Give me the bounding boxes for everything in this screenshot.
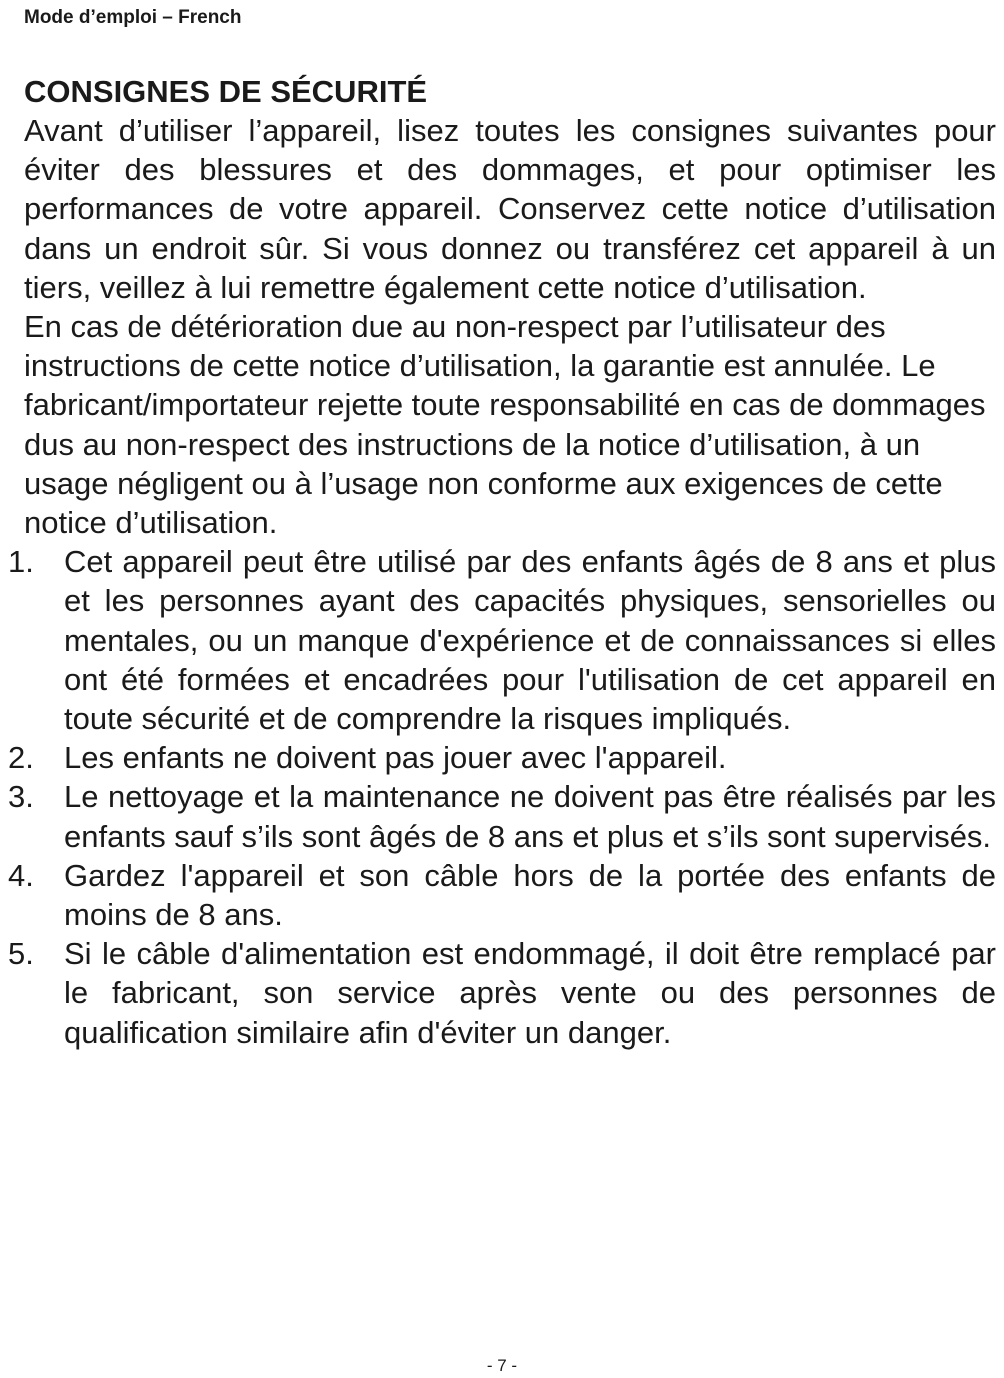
list-item: [8, 738, 996, 777]
safety-instructions-list: [8, 542, 996, 1052]
warranty-paragraph: En cas de détérioration due au non-respect par l’utilisateur des instructions de cette notice d’utilisation, la garantie est annulée. Le fabricant/importateur rejette toute responsabilité en cas de dommages dus au non-respect des instructions de la notice d’utilisation, à un usage négligent ou à l’usage non conforme aux exigences de cette notice d’utilisation.: [24, 309, 986, 541]
list-item: [8, 934, 996, 1052]
intro-paragraph: Avant d’utiliser l’appareil, lisez toutes les consignes suivantes pour éviter des blessures et des dommages, et pour optimiser les performances de votre appareil. Conservez cette notice d’utilisation dans un endroit sûr. Si vous donnez ou transférez cet appareil à un tiers, veillez à lui remettre également cette notice d’utilisation.: [24, 113, 996, 305]
list-item-number: 5.: [8, 936, 34, 972]
list-item-text: Cet appareil peut être utilisé par des enfants âgés de 8 ans et plus et les personnes ayant des capacités physiques, sensorielles ou mentales, ou un manque d'expérience et de connaissances si elles ont été formées et encadrées pour l'utilisation de cet appareil en toute sécurité et de comprendre la risques impliqués.: [64, 544, 996, 737]
document-header: Mode d’emploi – French: [24, 7, 242, 28]
list-item-number: 1.: [8, 544, 34, 580]
list-item-number: 4.: [8, 857, 34, 893]
list-item-text: Le nettoyage et la maintenance ne doivent pas être réalisés par les enfants sauf s’ils sont âgés de 8 ans et plus et s’ils sont supervisés.: [64, 779, 996, 854]
section-title: CONSIGNES DE SÉCURITÉ: [24, 74, 428, 109]
list-item: [8, 856, 996, 934]
list-item: [8, 777, 996, 855]
page-number: - 7 -: [486, 1356, 518, 1375]
list-item-number: 3.: [8, 779, 34, 815]
list-item: [8, 542, 996, 738]
list-item-text: Si le câble d'alimentation est endommagé, il doit être remplacé par le fabricant, son service après vente ou des personnes de qualification similaire afin d'éviter un danger.: [64, 936, 996, 1050]
safety-section: [8, 72, 996, 1052]
list-item-text: Les enfants ne doivent pas jouer avec l'appareil.: [64, 740, 727, 776]
list-item-number: 2.: [8, 740, 34, 776]
list-item-text: Gardez l'appareil et son câble hors de la portée des enfants de moins de 8 ans.: [64, 857, 996, 933]
